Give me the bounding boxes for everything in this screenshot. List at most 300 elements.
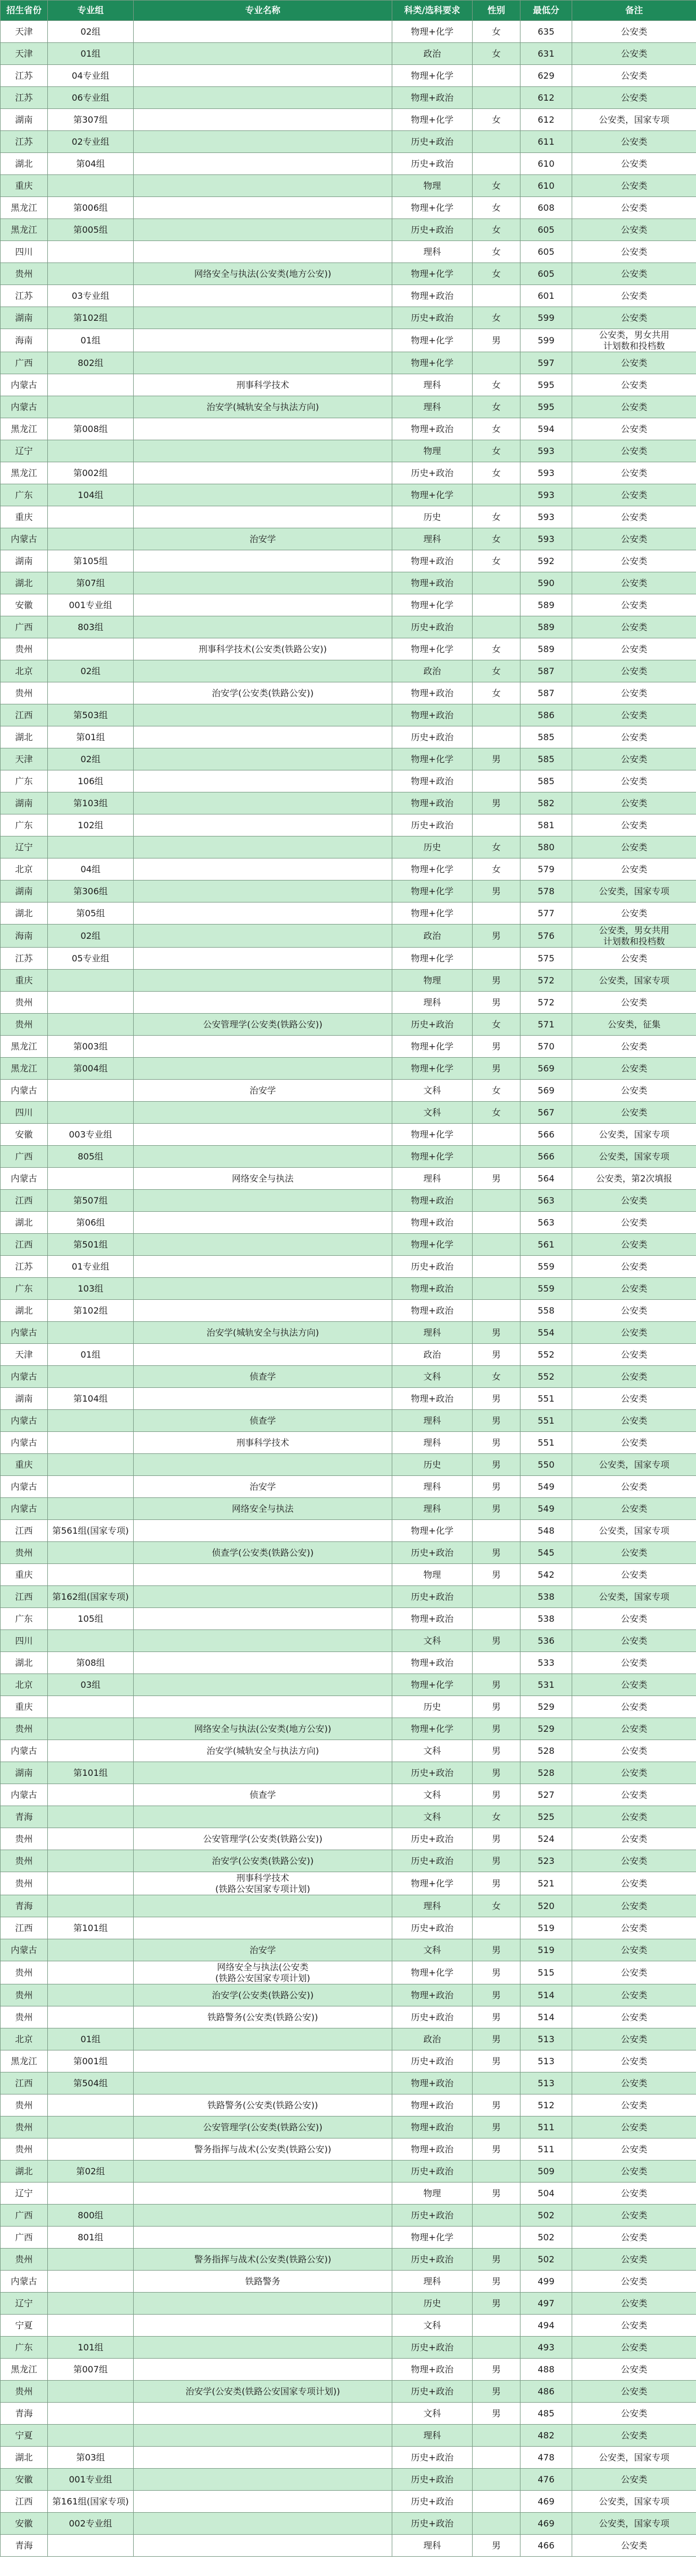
major-group-cell: 第504组	[48, 2072, 134, 2094]
min-score-cell: 601	[520, 285, 572, 307]
gender-cell: 男	[473, 2116, 520, 2139]
table-row	[1, 109, 696, 131]
min-score-cell: 528	[520, 1740, 572, 1762]
min-score-cell: 513	[520, 2028, 572, 2050]
table-row	[1, 1080, 696, 1102]
min-score-cell: 521	[520, 1872, 572, 1895]
min-score-cell: 523	[520, 1850, 572, 1872]
gender-cell: 男	[473, 2006, 520, 2028]
table-row	[1, 2513, 696, 2535]
province-cell: 天津	[1, 21, 48, 43]
subject-requirement-cell: 理科	[392, 1168, 473, 1190]
remark-cell: 公安类	[572, 2227, 696, 2249]
major-group-cell	[48, 2116, 134, 2139]
table-row	[1, 374, 696, 396]
major-name-cell	[134, 1586, 392, 1608]
table-row	[1, 1806, 696, 1828]
major-name-cell	[134, 1674, 392, 1696]
gender-cell: 女	[473, 109, 520, 131]
remark-cell: 公安类	[572, 572, 696, 594]
major-group-cell: 第006组	[48, 197, 134, 219]
major-group-cell: 04专业组	[48, 65, 134, 87]
province-cell: 湖北	[1, 1300, 48, 1322]
major-group-cell	[48, 241, 134, 263]
table-row	[1, 21, 696, 43]
remark-cell: 公安类	[572, 2183, 696, 2205]
major-name-cell	[134, 726, 392, 748]
province-cell: 内蒙古	[1, 1080, 48, 1102]
subject-requirement-cell: 物理+政治	[392, 1212, 473, 1234]
remark-cell: 公安类	[572, 484, 696, 506]
table-row	[1, 1984, 696, 2006]
remark-cell: 公安类	[572, 462, 696, 484]
province-cell: 贵州	[1, 1850, 48, 1872]
subject-requirement-cell: 文科	[392, 1784, 473, 1806]
remark-cell: 公安类	[572, 1961, 696, 1984]
province-cell: 江苏	[1, 87, 48, 109]
remark-cell: 公安类	[572, 2337, 696, 2359]
min-score-cell: 611	[520, 131, 572, 153]
province-cell: 江西	[1, 704, 48, 726]
province-cell: 重庆	[1, 175, 48, 197]
table-row	[1, 1344, 696, 1366]
major-name-cell: 治安学(公安类(铁路公安国家专项计划))	[134, 2381, 392, 2403]
remark-cell: 公安类	[572, 418, 696, 440]
province-cell: 宁夏	[1, 2315, 48, 2337]
province-cell: 黑龙江	[1, 418, 48, 440]
min-score-cell: 593	[520, 506, 572, 528]
min-score-cell: 511	[520, 2116, 572, 2139]
gender-cell: 男	[473, 970, 520, 992]
gender-cell: 女	[473, 550, 520, 572]
table-row	[1, 748, 696, 770]
table-row	[1, 153, 696, 175]
province-cell: 辽宁	[1, 2293, 48, 2315]
subject-requirement-cell: 理科	[392, 2535, 473, 2557]
min-score-cell: 552	[520, 1366, 572, 1388]
major-name-cell	[134, 329, 392, 352]
major-name-cell: 警务指挥与战术(公安类(铁路公安))	[134, 2249, 392, 2271]
major-name-cell	[134, 2072, 392, 2094]
table-row	[1, 2403, 696, 2425]
major-group-cell: 104组	[48, 484, 134, 506]
gender-cell: 女	[473, 1014, 520, 1036]
major-name-cell	[134, 903, 392, 925]
major-name-cell	[134, 1608, 392, 1630]
table-row	[1, 1322, 696, 1344]
major-group-cell: 第501组	[48, 1234, 134, 1256]
major-name-cell	[134, 2227, 392, 2249]
gender-cell: 男	[473, 2359, 520, 2381]
gender-cell: 男	[473, 748, 520, 770]
subject-requirement-cell: 政治	[392, 660, 473, 682]
min-score-cell: 542	[520, 1564, 572, 1586]
table-row	[1, 2491, 696, 2513]
major-name-cell	[134, 1895, 392, 1917]
remark-cell: 公安类	[572, 374, 696, 396]
major-group-cell	[48, 2183, 134, 2205]
gender-cell	[473, 726, 520, 748]
min-score-cell: 536	[520, 1630, 572, 1652]
table-row	[1, 2469, 696, 2491]
gender-cell: 女	[473, 396, 520, 418]
major-group-cell	[48, 1630, 134, 1652]
remark-cell: 公安类，国家专项	[572, 1520, 696, 1542]
province-cell: 广西	[1, 2205, 48, 2227]
major-group-cell: 第161组(国家专项)	[48, 2491, 134, 2513]
major-name-cell	[134, 992, 392, 1014]
min-score-cell: 502	[520, 2227, 572, 2249]
province-cell: 海南	[1, 329, 48, 352]
remark-cell: 公安类	[572, 726, 696, 748]
remark-cell: 公安类	[572, 65, 696, 87]
min-score-cell: 499	[520, 2271, 572, 2293]
major-group-cell	[48, 1895, 134, 1917]
province-cell: 北京	[1, 660, 48, 682]
province-cell: 天津	[1, 748, 48, 770]
min-score-cell: 585	[520, 748, 572, 770]
subject-requirement-cell: 物理+化学	[392, 1036, 473, 1058]
major-name-cell: 治安学	[134, 528, 392, 550]
min-score-cell: 576	[520, 925, 572, 948]
province-cell: 广东	[1, 1608, 48, 1630]
table-row	[1, 1014, 696, 1036]
major-name-cell: 侦查学	[134, 1410, 392, 1432]
remark-cell: 公安类	[572, 1234, 696, 1256]
remark-cell: 公安类	[572, 528, 696, 550]
remark-cell: 公安类	[572, 2535, 696, 2557]
min-score-cell: 558	[520, 1300, 572, 1322]
min-score-cell: 469	[520, 2491, 572, 2513]
table-row	[1, 2337, 696, 2359]
remark-cell: 公安类	[572, 506, 696, 528]
gender-cell: 男	[473, 925, 520, 948]
major-name-cell	[134, 2447, 392, 2469]
min-score-cell: 519	[520, 1917, 572, 1939]
gender-cell: 女	[473, 1080, 520, 1102]
gender-cell: 男	[473, 1564, 520, 1586]
min-score-cell: 497	[520, 2293, 572, 2315]
subject-requirement-cell: 历史+政治	[392, 2337, 473, 2359]
major-name-cell	[134, 2315, 392, 2337]
remark-cell: 公安类	[572, 1300, 696, 1322]
subject-requirement-cell: 历史	[392, 2293, 473, 2315]
gender-cell	[473, 1608, 520, 1630]
table-row	[1, 1410, 696, 1432]
gender-cell	[473, 1586, 520, 1608]
gender-cell	[473, 153, 520, 175]
min-score-cell: 593	[520, 440, 572, 462]
province-cell: 湖南	[1, 109, 48, 131]
min-score-cell: 566	[520, 1124, 572, 1146]
table-row	[1, 1542, 696, 1564]
remark-cell: 公安类	[572, 1080, 696, 1102]
subject-requirement-cell: 历史+政治	[392, 1014, 473, 1036]
major-name-cell	[134, 2425, 392, 2447]
major-name-cell	[134, 1058, 392, 1080]
remark-cell: 公安类	[572, 241, 696, 263]
subject-requirement-cell: 物理+化学	[392, 1674, 473, 1696]
min-score-cell: 559	[520, 1256, 572, 1278]
remark-cell: 公安类	[572, 2139, 696, 2161]
province-cell: 江西	[1, 1190, 48, 1212]
major-group-cell: 805组	[48, 1146, 134, 1168]
province-cell: 北京	[1, 2028, 48, 2050]
major-name-cell	[134, 506, 392, 528]
gender-cell: 男	[473, 992, 520, 1014]
subject-requirement-cell: 物理+化学	[392, 484, 473, 506]
subject-requirement-cell: 历史+政治	[392, 2447, 473, 2469]
province-cell: 湖南	[1, 1388, 48, 1410]
remark-cell: 公安类	[572, 2116, 696, 2139]
major-group-cell: 第004组	[48, 1058, 134, 1080]
province-cell: 湖南	[1, 307, 48, 329]
gender-cell: 男	[473, 1984, 520, 2006]
province-cell: 湖北	[1, 1652, 48, 1674]
gender-cell	[473, 2227, 520, 2249]
remark-cell: 公安类	[572, 1696, 696, 1718]
min-score-cell: 551	[520, 1432, 572, 1454]
table-row	[1, 1366, 696, 1388]
table-row	[1, 1608, 696, 1630]
province-cell: 内蒙古	[1, 1939, 48, 1961]
major-group-cell	[48, 1939, 134, 1961]
major-name-cell	[134, 1762, 392, 1784]
remark-cell: 公安类	[572, 1190, 696, 1212]
province-cell: 黑龙江	[1, 197, 48, 219]
gender-cell: 男	[473, 880, 520, 903]
remark-cell: 公安类	[572, 992, 696, 1014]
subject-requirement-cell: 理科	[392, 1322, 473, 1344]
major-group-cell	[48, 1740, 134, 1762]
province-cell: 天津	[1, 1344, 48, 1366]
major-group-cell	[48, 2094, 134, 2116]
province-cell: 内蒙古	[1, 1432, 48, 1454]
major-name-cell	[134, 1806, 392, 1828]
major-group-cell: 05专业组	[48, 948, 134, 970]
major-name-cell: 治安学	[134, 1476, 392, 1498]
table-row	[1, 2249, 696, 2271]
remark-cell: 公安类	[572, 704, 696, 726]
min-score-cell: 550	[520, 1454, 572, 1476]
min-score-cell: 567	[520, 1102, 572, 1124]
major-group-cell	[48, 1696, 134, 1718]
subject-requirement-cell: 物理+化学	[392, 2227, 473, 2249]
major-name-cell	[134, 1300, 392, 1322]
table-row	[1, 1212, 696, 1234]
remark-cell: 公安类	[572, 660, 696, 682]
major-group-cell	[48, 1080, 134, 1102]
remark-cell: 公安类，国家专项	[572, 2491, 696, 2513]
remark-cell: 公安类	[572, 87, 696, 109]
min-score-cell: 592	[520, 550, 572, 572]
table-row	[1, 462, 696, 484]
remark-cell: 公安类，国家专项	[572, 2447, 696, 2469]
subject-requirement-cell: 文科	[392, 1806, 473, 1828]
table-row	[1, 726, 696, 748]
remark-cell: 公安类	[572, 1366, 696, 1388]
table-row	[1, 2161, 696, 2183]
subject-requirement-cell: 物理+化学	[392, 65, 473, 87]
remark-cell: 公安类	[572, 153, 696, 175]
subject-requirement-cell: 物理+化学	[392, 858, 473, 880]
gender-cell: 男	[473, 2271, 520, 2293]
subject-requirement-cell: 历史+政治	[392, 2513, 473, 2535]
major-group-cell: 第306组	[48, 880, 134, 903]
gender-cell: 男	[473, 1322, 520, 1344]
gender-cell	[473, 616, 520, 638]
gender-cell: 男	[473, 1762, 520, 1784]
min-score-cell: 538	[520, 1586, 572, 1608]
table-row	[1, 2006, 696, 2028]
major-name-cell	[134, 1212, 392, 1234]
table-row	[1, 1652, 696, 1674]
gender-cell	[473, 948, 520, 970]
major-group-cell	[48, 2006, 134, 2028]
major-group-cell: 02组	[48, 748, 134, 770]
table-row	[1, 770, 696, 792]
province-cell: 海南	[1, 925, 48, 948]
major-name-cell	[134, 418, 392, 440]
gender-cell: 女	[473, 858, 520, 880]
major-name-cell: 治安学(城轨安全与执法方向)	[134, 396, 392, 418]
min-score-cell: 524	[520, 1828, 572, 1850]
subject-requirement-cell: 物理+化学	[392, 1718, 473, 1740]
major-name-cell	[134, 43, 392, 65]
table-row	[1, 484, 696, 506]
remark-cell: 公安类	[572, 1828, 696, 1850]
major-name-cell: 侦查学	[134, 1784, 392, 1806]
major-name-cell	[134, 1917, 392, 1939]
gender-cell	[473, 1917, 520, 1939]
min-score-cell: 590	[520, 572, 572, 594]
subject-requirement-cell: 历史+政治	[392, 1542, 473, 1564]
gender-cell	[473, 65, 520, 87]
subject-requirement-cell: 物理+政治	[392, 2139, 473, 2161]
gender-cell	[473, 285, 520, 307]
subject-requirement-cell: 物理+化学	[392, 1961, 473, 1984]
province-cell: 黑龙江	[1, 1058, 48, 1080]
remark-cell: 公安类	[572, 1410, 696, 1432]
remark-cell: 公安类	[572, 2050, 696, 2072]
table-row	[1, 1388, 696, 1410]
major-group-cell	[48, 440, 134, 462]
table-row	[1, 418, 696, 440]
major-name-cell	[134, 1234, 392, 1256]
min-score-cell: 635	[520, 21, 572, 43]
min-score-cell: 509	[520, 2161, 572, 2183]
major-name-cell	[134, 2403, 392, 2425]
gender-cell: 男	[473, 1696, 520, 1718]
gender-cell: 男	[473, 1740, 520, 1762]
gender-cell: 男	[473, 2381, 520, 2403]
table-row	[1, 2447, 696, 2469]
table-row	[1, 1674, 696, 1696]
major-group-cell: 第002组	[48, 462, 134, 484]
major-group-cell	[48, 1718, 134, 1740]
remark-cell: 公安类	[572, 263, 696, 285]
remark-cell: 公安类	[572, 770, 696, 792]
province-cell: 江苏	[1, 285, 48, 307]
major-group-cell: 第503组	[48, 704, 134, 726]
major-name-cell: 网络安全与执法(公安类(地方公安))	[134, 1718, 392, 1740]
table-row	[1, 2535, 696, 2557]
min-score-cell: 610	[520, 175, 572, 197]
gender-cell: 男	[473, 1872, 520, 1895]
table-row	[1, 970, 696, 992]
table-row	[1, 263, 696, 285]
table-body	[1, 21, 696, 2557]
province-cell: 湖北	[1, 1212, 48, 1234]
min-score-cell: 482	[520, 2425, 572, 2447]
table-row	[1, 858, 696, 880]
major-group-cell: 第102组	[48, 307, 134, 329]
remark-cell: 公安类，国家专项	[572, 1454, 696, 1476]
min-score-cell: 608	[520, 197, 572, 219]
table-row	[1, 1630, 696, 1652]
province-cell: 广东	[1, 484, 48, 506]
major-group-cell	[48, 2293, 134, 2315]
major-name-cell: 治安学(城轨安全与执法方向)	[134, 1322, 392, 1344]
min-score-cell: 538	[520, 1608, 572, 1630]
subject-requirement-cell: 理科	[392, 1476, 473, 1498]
table-row	[1, 1168, 696, 1190]
gender-cell	[473, 131, 520, 153]
min-score-cell: 595	[520, 396, 572, 418]
header-min-score: 最低分	[520, 1, 572, 21]
major-name-cell	[134, 2535, 392, 2557]
gender-cell	[473, 1124, 520, 1146]
table-row	[1, 2205, 696, 2227]
province-cell: 贵州	[1, 1828, 48, 1850]
major-name-cell	[134, 175, 392, 197]
major-group-cell	[48, 970, 134, 992]
major-group-cell: 第01组	[48, 726, 134, 748]
min-score-cell: 585	[520, 726, 572, 748]
subject-requirement-cell: 理科	[392, 374, 473, 396]
min-score-cell: 605	[520, 263, 572, 285]
province-cell: 湖南	[1, 550, 48, 572]
province-cell: 贵州	[1, 263, 48, 285]
remark-cell: 公安类，国家专项	[572, 2513, 696, 2535]
gender-cell	[473, 1278, 520, 1300]
major-group-cell: 第04组	[48, 153, 134, 175]
province-cell: 广西	[1, 616, 48, 638]
gender-cell	[473, 2447, 520, 2469]
gender-cell	[473, 2072, 520, 2094]
min-score-cell: 587	[520, 682, 572, 704]
major-group-cell: 第07组	[48, 572, 134, 594]
major-group-cell: 02专业组	[48, 131, 134, 153]
min-score-cell: 512	[520, 2094, 572, 2116]
subject-requirement-cell: 物理+政治	[392, 2359, 473, 2381]
subject-requirement-cell: 物理+化学	[392, 903, 473, 925]
subject-requirement-cell: 历史+政治	[392, 2491, 473, 2513]
remark-cell: 公安类	[572, 2293, 696, 2315]
table-row	[1, 352, 696, 374]
table-row	[1, 1564, 696, 1586]
gender-cell: 女	[473, 528, 520, 550]
major-name-cell: 网络安全与执法	[134, 1498, 392, 1520]
table-row	[1, 2293, 696, 2315]
min-score-cell: 478	[520, 2447, 572, 2469]
table-row	[1, 1740, 696, 1762]
subject-requirement-cell: 政治	[392, 925, 473, 948]
table-row	[1, 836, 696, 858]
province-cell: 江西	[1, 1520, 48, 1542]
min-score-cell: 485	[520, 2403, 572, 2425]
major-name-cell	[134, 21, 392, 43]
